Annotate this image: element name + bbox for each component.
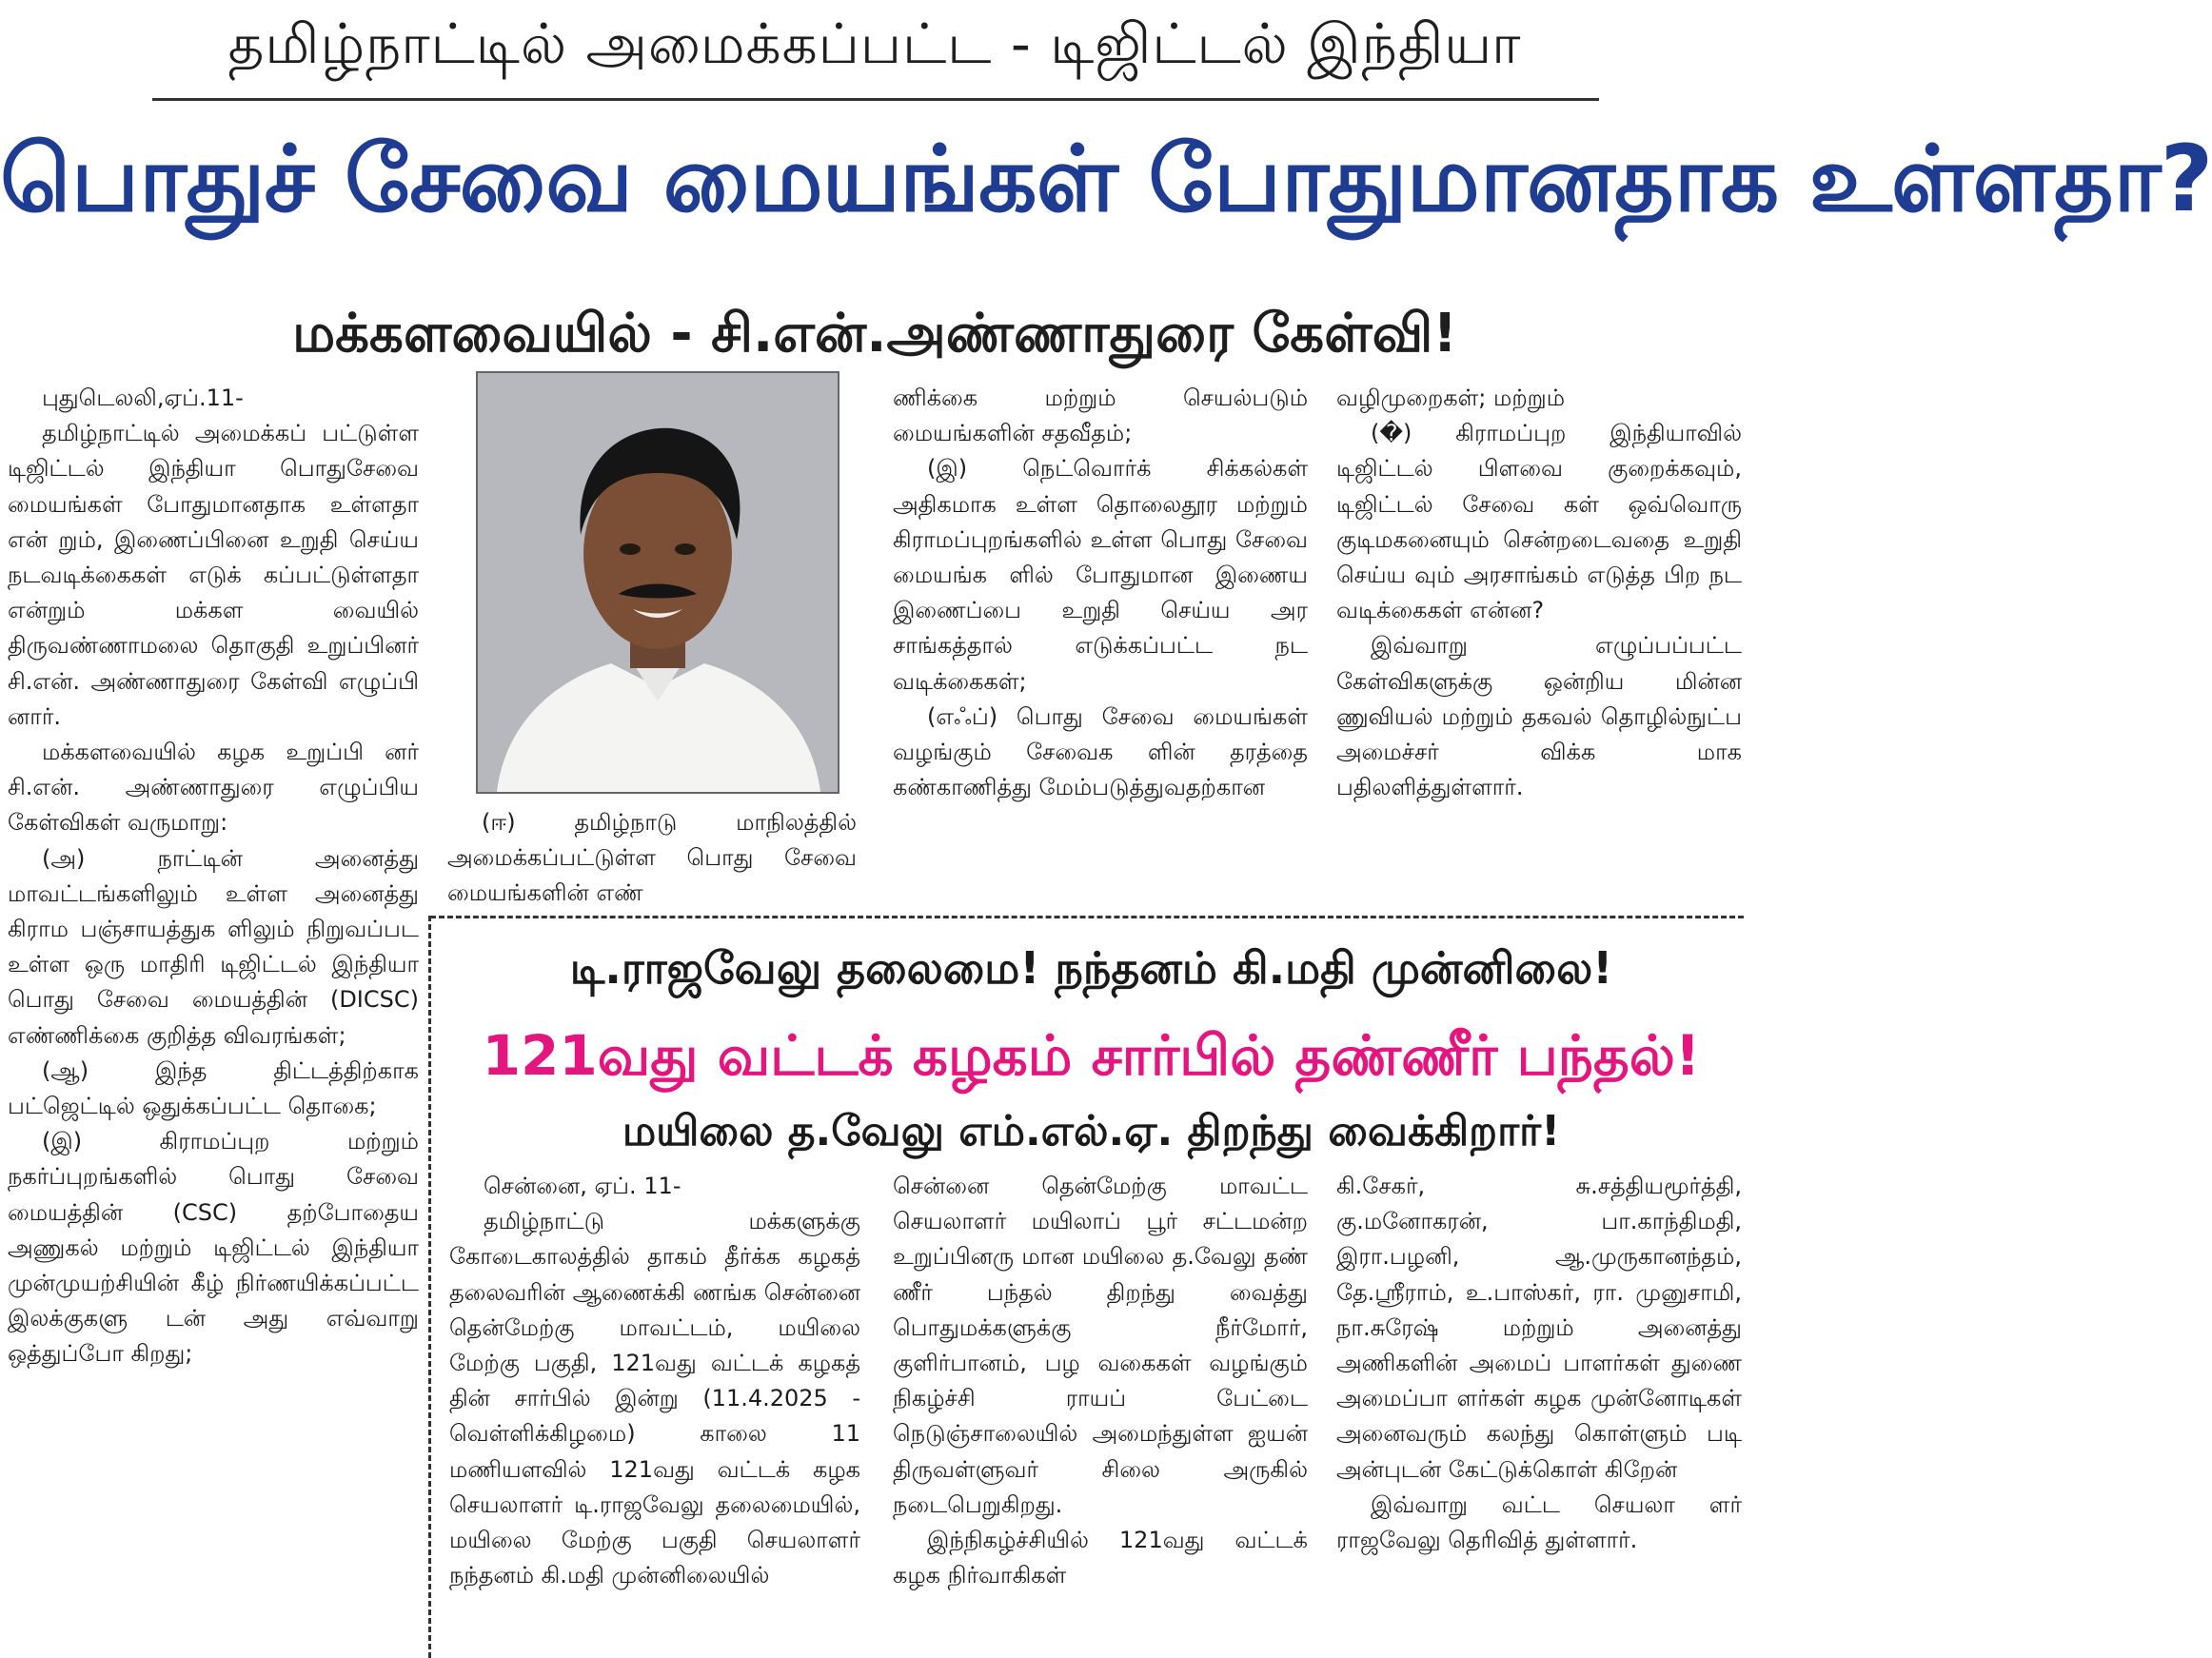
paragraph: (�) கிராமப்புற இந்தியாவில் டிஜிட்டல் பிளவை குறைக்கவும், டிஜிட்டல் சேவை கள் ஒவ்வொரு குடிமகனையும் சென்றடைவதை உறுதி செய்ய வும் அரசாங்கம் எடுத்த பிற நட வடிக்கைகள் என்ன? (1336, 420, 1742, 624)
paragraph: கி.சேகர், சு.சத்தியமூர்த்தி, கு.மனோகரன், பா.காந்திமதி, இரா.பழனி, ஆ.முருகானந்தம், தே.ஸ்ரீராம், உ.பாஸ்கர், ரா. முனுசாமி, நா.சுரேஷ் மற்றும் அனைத்து அணிகளின் அமைப் பாளர்கள் துணை அமைப்பா ளர்கள் கழக முன்னோடிகள் அனைவரும் கலந்து கொள்ளும் படி அன்புடன் கேட்டுக்கொள் கிறேன் (1336, 1173, 1742, 1483)
article1-kicker: தமிழ்நாட்டில் அமைக்கப்பட்ட - டிஜிட்டல் இந்தியா (227, 11, 1522, 76)
section-divider (430, 916, 1744, 918)
paragraph: மக்களவையில் கழக உறுப்பி னர் சி.என். அண்ணாதுரை எழுப்பிய கேள்விகள் வருமாறு: (8, 739, 419, 837)
paragraph: இவ்வாறு வட்ட செயலா ளர் ராஜவேலு தெரிவித் துள்ளார். (1336, 1490, 1742, 1554)
paragraph: (எஃப்) பொது சேவை மையங்கள் வழங்கும் சேவைக ளின் தரத்தை கண்காணித்து மேம்படுத்துவதற்கான (893, 702, 1308, 801)
photo-caption: (ஈ) தமிழ்நாடு மாநிலத்தில் அமைக்கப்பட்டுள்ள பொது சேவை மையங்களின் எண் (447, 809, 857, 907)
article2-headline: 121வது வட்டக் கழகம் சார்பில் தண்ணீர் பந்தல்! (482, 1023, 1701, 1088)
paragraph: இவ்வாறு எழுப்பப்பட்ட கேள்விகளுக்கு ஒன்றிய மின்ன ணுவியல் மற்றும் தகவல் தொழில்நுட்ப அமைச்சர் விக்க மாக பதிலளித்துள்ளார். (1336, 632, 1742, 801)
paragraph: சென்னை தென்மேற்கு மாவட்ட செயலாளர் மயிலாப் பூர் சட்டமன்ற உறுப்பினரு மான மயிலை த.வேலு தண் ணீர் பந்தல் திறந்து வைத்து பொதுமக்களுக்கு நீர்மோர், குளிர்பானம், பழ வகைகள் வழங்கும் நிகழ்ச்சி ராயப் பேட்டை நெடுஞ்சாலையில் அமைந்துள்ள ஐயன் திருவள்ளுவர் சிலை அருகில் நடைபெறுகிறது. (893, 1173, 1308, 1518)
article1-column-1 (8, 381, 419, 1372)
paragraph: (ஆ) இந்த திட்டத்திற்காக பட்ஜெட்டில் ஒதுக்கப்பட்ட தொகை; (8, 1056, 419, 1120)
kicker-rule (152, 98, 1599, 101)
paragraph: தமிழ்நாட்டு மக்களுக்கு கோடைகாலத்தில் தாகம் தீர்க்க கழகத் தலைவரின் ஆணைக்கி ணங்க சென்னை தென்மேற்கு மாவட்டம், மயிலை மேற்கு பகுதி, 121வது வட்டக் கழகத் தின் சார்பில் இன்று (11.4.2025 - வெள்ளிக்கிழமை) காலை 11 மணியளவில் 121வது வட்டக் கழக செயலாளர் டி.ராஜவேலு தலைமையில், மயிலை மேற்கு பகுதி செயலாளர் நந்தனம் கி.மதி முன்னிலையில் (449, 1208, 860, 1589)
paragraph: (இ) நெட்வொர்க் சிக்கல்கள் அதிகமாக உள்ள தொலைதூர மற்றும் கிராமப்புறங்களில் உள்ள பொது சேவை மையங்க ளில் போதுமான இணைய இணைப்பை உறுதி செய்ய அர சாங்கத்தால் எடுக்கப்பட்ட நட வடிக்கைகள்; (893, 455, 1308, 695)
dateline: சென்னை, ஏப். 11- (484, 1173, 681, 1199)
paragraph: (இ) கிராமப்புற மற்றும் நகர்ப்புறங்களில் பொது சேவை மையத்தின் (CSC) தற்போதைய அணுகல் மற்றும் டிஜிட்டல் இந்தியா முன்முயற்சியின் கீழ் நிர்ணயிக்கப்பட்ட இலக்குகளு டன் அது எவ்வாறு ஒத்துப்போ கிறது; (8, 1128, 419, 1368)
article1-column-4 (1336, 381, 1742, 805)
article2-column-3 (1336, 1169, 1742, 1558)
paragraph: (அ) நாட்டின் அனைத்து மாவட்டங்களிலும் உள்ள அனைத்து கிராம பஞ்சாயத்துக ளிலும் நிறுவப்பட உள்ள ஒரு மாதிரி டிஜிட்டல் இந்தியா பொது சேவை மையத்தின் (DICSC) எண்ணிக்கை குறித்த விவரங்கள்; (8, 844, 419, 1049)
article2-column-2 (893, 1169, 1308, 1593)
paragraph: வழிமுறைகள்; மற்றும் (1336, 385, 1566, 411)
paragraph: இந்நிகழ்ச்சியில் 121வது வட்டக் கழக நிர்வாகிகள் (893, 1527, 1308, 1589)
article2-subhead: மயிலை த.வேலு எம்.எல்.ஏ. திறந்து வைக்கிறார்! (622, 1107, 1561, 1155)
article1-subhead: மக்களவையில் - சி.என்.அண்ணாதுரை கேள்வி! (292, 303, 1457, 365)
portrait-photo (476, 371, 839, 794)
article1-column-3 (893, 381, 1308, 805)
article2-kicker: டி.ராஜவேலு தலைமை! நந்தனம் கி.மதி முன்னிலை! (569, 942, 1613, 994)
article2-column-1 (449, 1169, 860, 1593)
photo-caption-column (447, 805, 857, 912)
paragraph: ணிக்கை மற்றும் செயல்படும் மையங்களின் சதவீதம்; (893, 385, 1308, 447)
paragraph: தமிழ்நாட்டில் அமைக்கப் பட்டுள்ள டிஜிட்டல் இந்தியா பொதுசேவை மையங்கள் போதுமானதாக உள்ளதா என் றும், இணைப்பினை உறுதி செய்ய நடவடிக்கைகள் எடுக் கப்பட்டுள்ளதா என்றும் மக்கள வையில் திருவண்ணாமலை தொகுதி உறுப்பினர் சி.என். அண்ணாதுரை கேள்வி எழுப்பி னார். (8, 420, 419, 730)
column-divider (428, 916, 431, 1658)
dateline: புதுடெலலி,ஏப்.11- (42, 385, 244, 411)
article1-headline: பொதுச் சேவை மையங்கள் போதுமானதாக உள்ளதா? (0, 126, 2212, 232)
